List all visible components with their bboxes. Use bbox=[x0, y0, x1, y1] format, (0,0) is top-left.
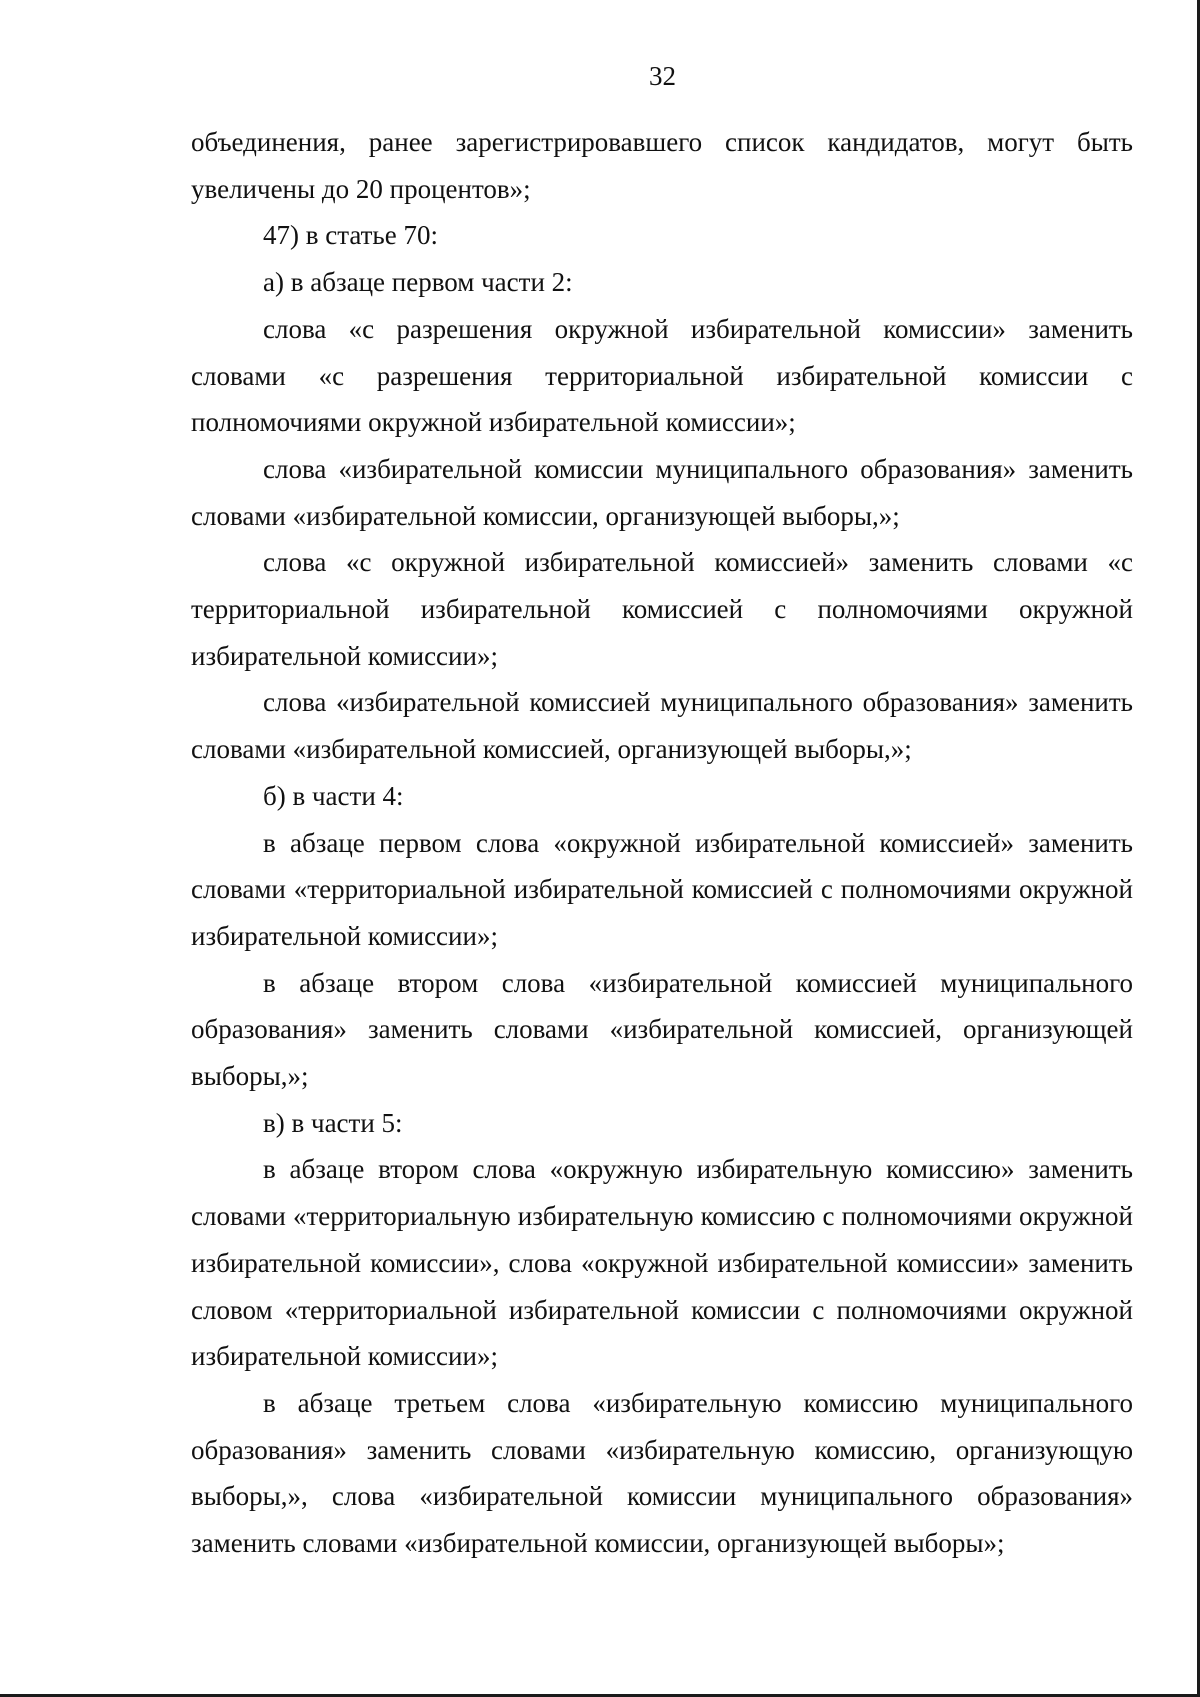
paragraph-8: б) в части 4: bbox=[263, 780, 404, 811]
paragraph-6: слова «с окружной избирательной комиссией» заменить словами «с территориальной избирательной комиссией с полномочиями окружной избирательной комиссии»; bbox=[191, 547, 1133, 671]
paragraph-9: в абзаце первом слова «окружной избирательной комиссией» заменить словами «территориальной избирательной комиссией с полномочиями окружной избирательной комиссии»; bbox=[191, 827, 1133, 951]
document-body bbox=[191, 119, 1133, 1567]
paragraph-1: объединения, ранее зарегистрировавшего список кандидатов, могут быть увеличены до 20 процентов»; bbox=[191, 127, 1133, 204]
paragraph-10: в абзаце втором слова «избирательной комиссией муниципального образования» заменить словами «избирательной комиссией, организующей выборы,»; bbox=[191, 967, 1133, 1092]
paragraph-12: в абзаце втором слова «окружную избирательную комиссию» заменить словами «территориальную избирательную комиссию с полномочиями окружной избирательной комиссии», слова «окружной избирательной комиссии» заменить словом «территориальной избирательной комиссии с полномочиями окружной избирательной комиссии»; bbox=[191, 1154, 1133, 1372]
page-number: 32 bbox=[649, 61, 676, 91]
paragraph-2: 47) в статье 70: bbox=[263, 220, 438, 251]
paragraph-13: в абзаце третьем слова «избирательную комиссию муниципального образования» заменить словами «избирательную комиссию, организующую выборы,», слова «избирательной комиссии муниципального образования» заменить словами «избирательной комиссии, организующей выборы»; bbox=[191, 1387, 1133, 1559]
paragraph-4: слова «с разрешения окружной избирательной комиссии» заменить словами «с разрешения территориальной избирательной комиссии с полномочиями окружной избирательной комиссии»; bbox=[191, 313, 1133, 438]
paragraph-7: слова «избирательной комиссией муниципального образования» заменить словами «избирательной комиссией, организующей выборы,»; bbox=[191, 687, 1133, 765]
paragraph-11: в) в части 5: bbox=[263, 1107, 403, 1138]
paragraph-3: а) в абзаце первом части 2: bbox=[263, 267, 573, 298]
paragraph-5: слова «избирательной комиссии муниципального образования» заменить словами «избирательной комиссии, организующей выборы,»; bbox=[191, 453, 1133, 531]
